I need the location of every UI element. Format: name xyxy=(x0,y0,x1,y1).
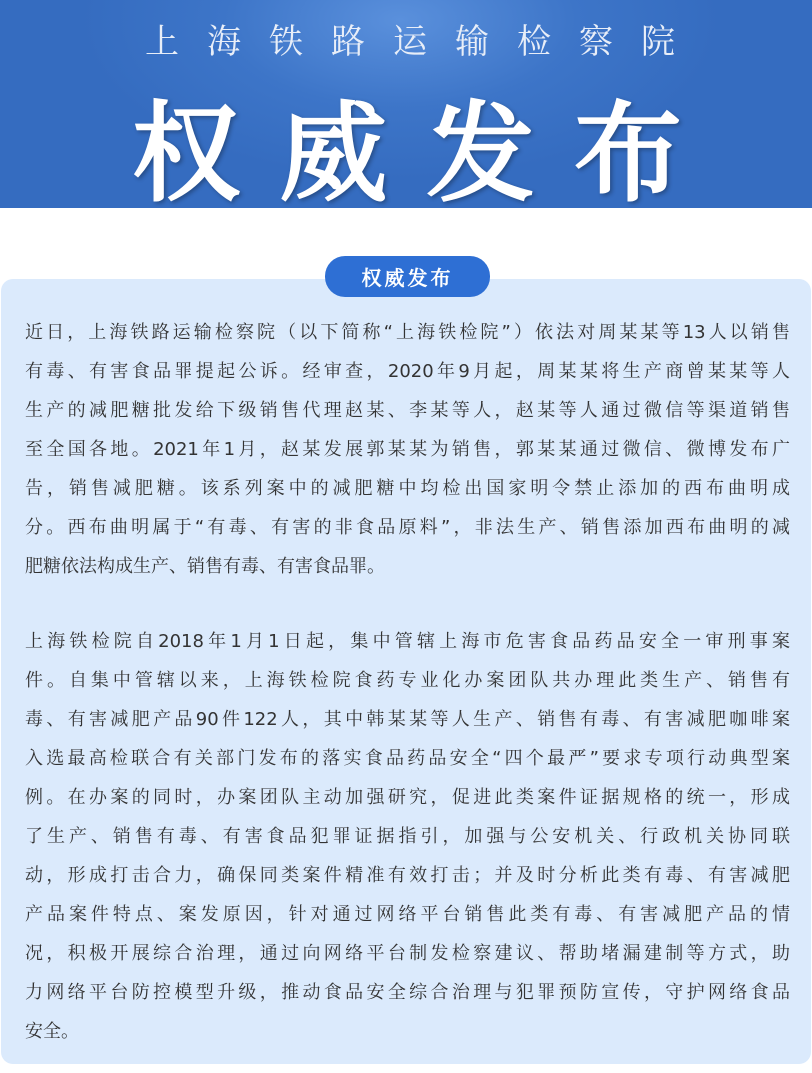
text-line: 毒、有害减肥产品90件122人，其中韩某某等人生产、销售有毒、有害减肥咖啡案 xyxy=(25,709,790,730)
title-char: 权 xyxy=(132,91,241,217)
title-char: 发 xyxy=(426,91,535,217)
subtitle-char: 运 xyxy=(393,22,427,62)
subtitle-char: 路 xyxy=(331,22,365,62)
header-banner xyxy=(0,0,812,217)
text-line: 肥糖依法构成生产、销售有毒、有害食品罪。 xyxy=(25,556,385,577)
text-line: 例。在办案的同时，办案团队主动加强研究，促进此类案件证据规格的统一，形成 xyxy=(25,787,790,808)
subtitle-char: 上 xyxy=(145,22,179,62)
text-line: 分。西布曲明属于“有毒、有害的非食品原料”，非法生产、销售添加西布曲明的减 xyxy=(25,517,790,538)
text-line: 了生产、销售有毒、有害食品犯罪证据指引，加强与公安机关、行政机关协同联 xyxy=(25,826,790,847)
subtitle-char: 院 xyxy=(641,22,675,62)
title-char: 威 xyxy=(279,91,388,217)
text-line: 入选最高检联合有关部门发布的落实食品药品安全“四个最严”要求专项行动典型案 xyxy=(25,748,790,769)
text-line: 至全国各地。2021年1月，赵某发展郭某某为销售，郭某某通过微信、微博发布广 xyxy=(25,439,790,460)
text-line: 生产的减肥糖批发给下级销售代理赵某、李某等人，赵某等人通过微信等渠道销售 xyxy=(25,400,790,421)
text-line: 产品案件特点、案发原因，针对通过网络平台销售此类有毒、有害减肥产品的情 xyxy=(25,904,790,925)
article-paragraph-1 xyxy=(25,313,790,586)
subtitle-char: 海 xyxy=(207,22,241,62)
text-line: 况，积极开展综合治理，通过向网络平台制发检察建议、帮助堵漏建制等方式，助 xyxy=(25,943,790,964)
subtitle-char: 铁 xyxy=(269,22,303,62)
subtitle-char: 检 xyxy=(517,22,551,62)
title-char: 布 xyxy=(573,91,682,217)
banner-title xyxy=(132,84,682,224)
subtitle-char: 察 xyxy=(579,22,613,62)
text-line: 件。自集中管辖以来，上海铁检院食药专业化办案团队共办理此类生产、销售有 xyxy=(25,670,790,691)
text-line: 近日，上海铁路运输检察院（以下简称“上海铁检院”）依法对周某某等13人以销售 xyxy=(25,322,790,343)
text-line: 有毒、有害食品罪提起公诉。经审查，2020年9月起，周某某将生产商曾某某等人 xyxy=(25,361,790,382)
text-line: 上海铁检院自2018年1月1日起，集中管辖上海市危害食品药品安全一审刑事案 xyxy=(25,631,790,652)
banner-subtitle xyxy=(145,14,675,63)
text-line: 安全。 xyxy=(25,1021,79,1042)
text-line: 动，形成打击合力，确保同类案件精准有效打击；并及时分析此类有毒、有害减肥 xyxy=(25,865,790,886)
article-paragraph-2 xyxy=(25,622,790,1051)
text-line: 告，销售减肥糖。该系列案中的减肥糖中均检出国家明令禁止添加的西布曲明成 xyxy=(25,478,790,499)
section-label-badge: 权威发布 xyxy=(325,256,490,297)
text-line: 力网络平台防控模型升级，推动食品安全综合治理与犯罪预防宣传，守护网络食品 xyxy=(25,982,790,1003)
subtitle-char: 输 xyxy=(455,22,489,62)
